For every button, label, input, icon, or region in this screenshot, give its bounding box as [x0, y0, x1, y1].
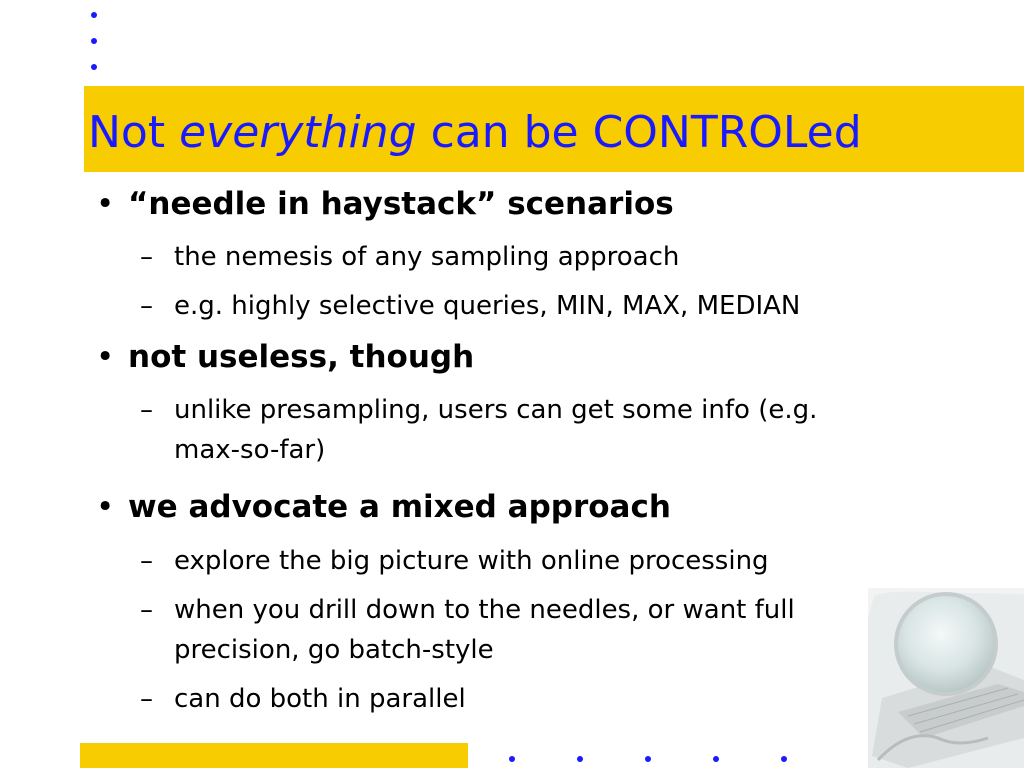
bullet-marker: •: [96, 186, 115, 222]
sub-bullet-dash: –: [140, 684, 153, 714]
bullet-marker: •: [96, 489, 115, 525]
slide-title: [88, 105, 862, 161]
sub-bullet-dash: –: [140, 546, 153, 576]
computer-illustration: [868, 588, 1024, 768]
bullet-text: we advocate a mixed approach: [128, 489, 671, 525]
computer-illustration-svg: [868, 588, 1024, 768]
decorative-dot: [645, 756, 651, 762]
sub-bullet-text: can do both in parallel: [174, 684, 466, 714]
sub-bullet-text: precision, go batch-style: [174, 635, 494, 665]
sub-bullet-dash: –: [140, 595, 153, 625]
title-part: Not: [88, 107, 180, 158]
decorative-dot: [91, 64, 97, 70]
sub-bullet-text: e.g. highly selective queries, MIN, MAX, MEDIAN: [174, 291, 801, 321]
sub-bullet-text: when you drill down to the needles, or want full: [174, 595, 795, 625]
decorative-dot: [713, 756, 719, 762]
decorative-dot: [91, 12, 97, 18]
title-part: can be CONTROLed: [416, 107, 862, 158]
bottom-bar: [80, 743, 468, 768]
title-emphasis: everything: [179, 107, 417, 158]
bullet-text: not useless, though: [128, 339, 475, 375]
bullet-marker: •: [96, 339, 115, 375]
bullet-text: “needle in haystack” scenarios: [128, 186, 674, 222]
sub-bullet-text: max-so-far): [174, 435, 326, 465]
sub-bullet-dash: –: [140, 291, 153, 321]
decorative-dot: [577, 756, 583, 762]
decorative-dot: [91, 38, 97, 44]
sub-bullet-text: the nemesis of any sampling approach: [174, 242, 680, 272]
sub-bullet-text: unlike presampling, users can get some info (e.g.: [174, 395, 818, 425]
decorative-dot: [781, 756, 787, 762]
decorative-dot: [509, 756, 515, 762]
sub-bullet-text: explore the big picture with online processing: [174, 546, 769, 576]
sub-bullet-dash: –: [140, 395, 153, 425]
sub-bullet-dash: –: [140, 242, 153, 272]
